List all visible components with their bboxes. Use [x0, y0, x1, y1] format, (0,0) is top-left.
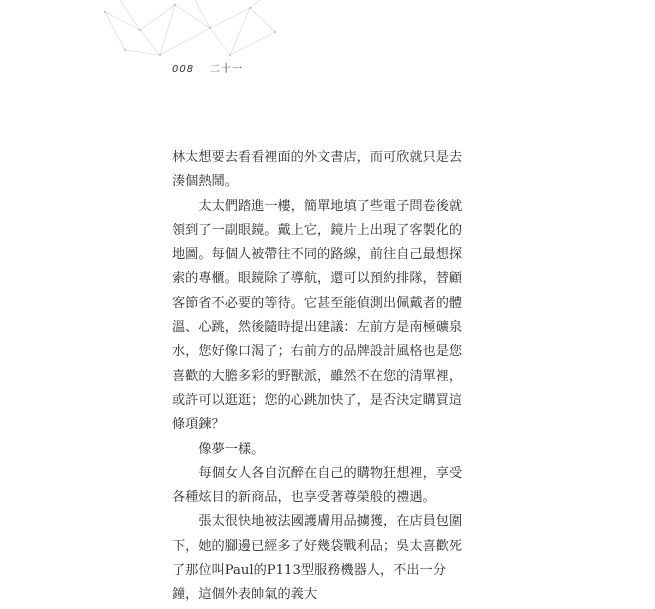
paragraph-3: 像夢一樣。 — [198, 441, 265, 457]
paragraph-1: 林太想要去看看裡面的外文書店，而可欣就只是去湊個熱鬧。 — [172, 150, 463, 190]
paragraph-5: 張太很快地被法國護膚用品擄獲，在店員包圍下，她的腳邊已經多了好幾袋戰利品；吳太喜歡死了那位叫Paul的P113型服務機器人，不出一分鐘，這個外表帥氣的義大 — [172, 514, 463, 603]
paragraph-4: 每個女人各自沉醉在自己的購物狂想裡，享受各種炫目的新商品，也享受著尊榮般的禮遇。 — [172, 465, 463, 506]
running-header — [172, 60, 243, 75]
geometric-network-decoration — [100, 0, 280, 60]
paragraph-2: 太太們踏進一樓，簡單地填了些電子問卷後就領到了一副眼鏡。戴上它，鏡片上出現了客製化的地圖。每個人被帶往不同的路線，前往自己最想探索的專櫃。眼鏡除了導航，還可以預約排隊，替顧客節省不必要的等待。它甚至能偵測出佩戴者的體溫、心跳，然後隨時提出建議：左前方是南極礦泉水，您好像口渴了；右前方的品牌設計風格也是您喜歡的大膽多彩的野獸派，雖然不在您的清單裡，或許可以逛逛；您的心跳加快了，是否決定購買這條項鍊？ — [172, 198, 463, 433]
page-number: 008 — [172, 64, 195, 75]
chapter-title: 二十一 — [210, 64, 244, 75]
body-text — [172, 146, 470, 608]
